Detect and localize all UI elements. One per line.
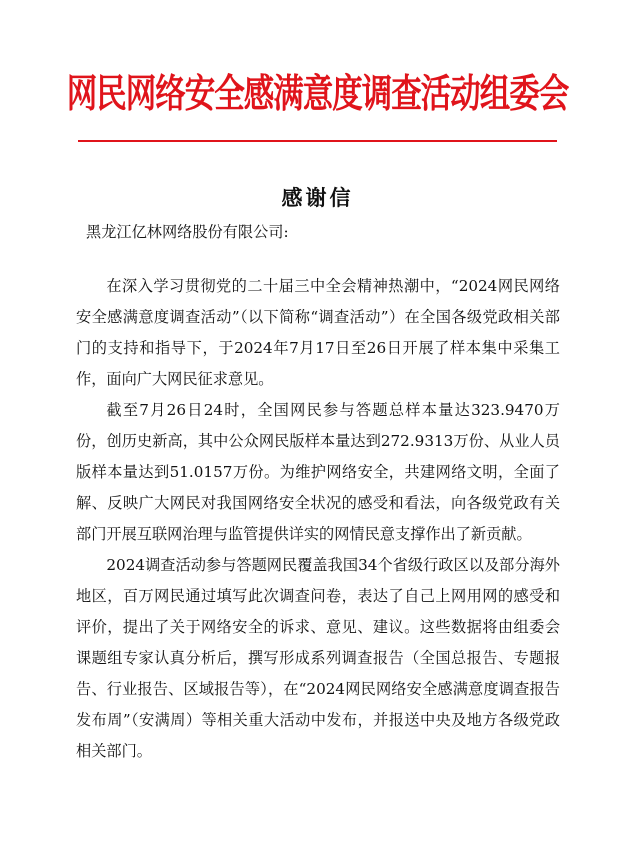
letter-body	[76, 271, 560, 767]
body-paragraph-2: 截至7月26日24时，全国网民参与答题总样本量达323.9470万份，创历史新高，其中公众网民版样本量达到272.9313万份、从业人员版样本量达到51.0157万份。为维护网络安全，共建网络文明，全面了解、反映广大网民对我国网络安全状况的感受和看法，向各级党政有关部门开展互联网治理与监管提供详实的网情民意支撑作出了新贡献。	[76, 401, 560, 543]
salutation: 黑龙江亿林网络股份有限公司:	[86, 223, 289, 241]
body-paragraph-1: 在深入学习贯彻党的二十届三中全会精神热潮中，“2024网民网络安全感满意度调查活动”（以下简称“调查活动”）在全国各级党政相关部门的支持和指导下，于2024年7月17日至26日开展了样本集中采集工作，面向广大网民征求意见。	[76, 277, 560, 388]
letterhead-red-rule	[78, 140, 557, 142]
letterhead-title: 网民网络安全感满意度调查活动组委会	[66, 72, 569, 118]
letter-title: 感谢信	[281, 185, 354, 210]
body-paragraph-3: 2024调查活动参与答题网民覆盖我国34个省级行政区以及部分海外地区，百万网民通过填写此次调查问卷，表达了自己上网用网的感受和评价，提出了关于网络安全的诉求、意见、建议。这些数据将由组委会课题组专家认真分析后，撰写形成系列调查报告（全国总报告、专题报告、行业报告、区域报告等），在“2024网民网络安全感满意度调查报告发布周”（安满周）等相关重大活动中发布，并报送中央及地方各级党政相关部门。	[76, 556, 560, 760]
